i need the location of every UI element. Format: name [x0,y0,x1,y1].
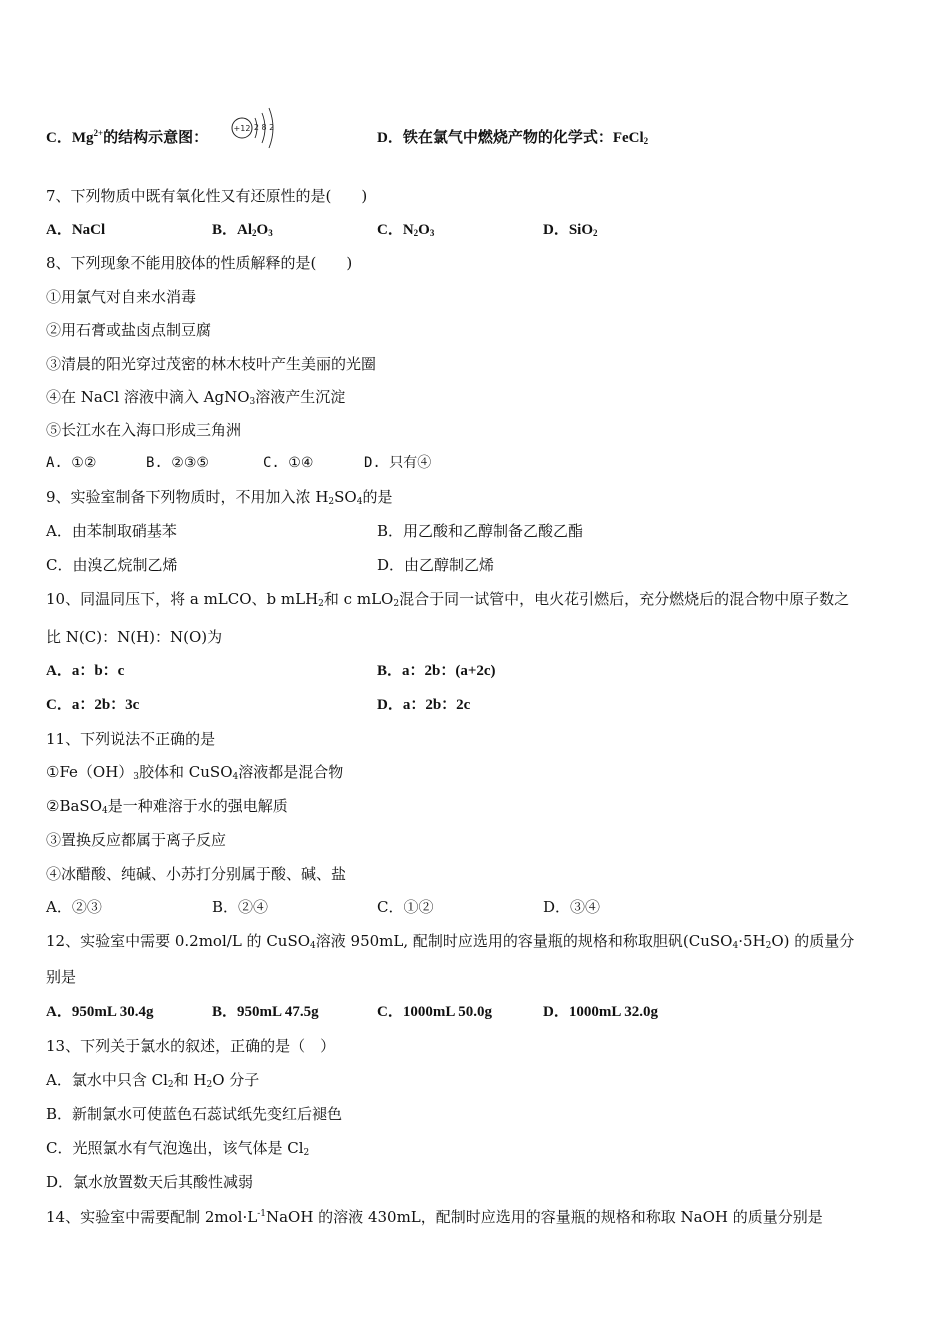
q12-option-b: B．950mL 47.5g [212,1004,319,1020]
q10-stem-line-1: 10、同温同压下，将 a mLCO、b mLH$_2$和 c mLO$_2$混合于同一试管中，电火花引燃后，充分燃烧后的混合物中原子数之 [46,590,850,609]
q11-item-4: ④冰醋酸、纯碱、小苏打分别属于酸、碱、盐 [46,865,347,883]
q12-stem-line-2: 别是 [46,968,77,986]
q6-option-d: D．铁在氯气中燃烧产物的化学式：FeCl$_2$ [377,130,649,146]
q8-option-d: D. 只有④ [364,455,432,471]
q7-option-d: D．SiO$_2$ [543,222,598,238]
q9-option-d: D．由乙醇制乙烯 [377,556,495,574]
q9-option-b: B．用乙酸和乙醇制备乙酸乙酯 [377,522,584,540]
q11-item-1: $①Fe(OH)_3$胶体和 CuSO$_4$溶液都是混合物 [46,763,344,782]
q8-item-3: ③清晨的阳光穿过茂密的林木枝叶产生美丽的光圈 [46,355,377,373]
q8-option-a: A. ①② [46,455,97,471]
q10-option-c: C．a：2b：3c [46,697,140,713]
q11-option-b: B．②④ [212,898,269,916]
q10-option-a: A．a：b：c [46,663,125,679]
q7-option-b: B．$Al_2O_3$ [212,222,273,238]
q9-option-c: C．由溴乙烷制乙烯 [46,556,178,574]
q11-option-c: C．①② [377,898,434,916]
q10-option-b: B．a：2b：(a+2c) [377,663,496,679]
q8-item-4: ④在 NaCl 溶液中滴入 AgNO$_3$溶液产生沉淀 [46,388,346,407]
q8-option-c: C. ①④ [263,455,314,471]
q13-option-c: C．光照氯水有气泡逸出，该气体是 $Cl_2$ [46,1139,310,1158]
q11-item-2: ②BaSO$_4$是一种难溶于水的强电解质 [46,797,288,816]
q12-option-a: A．950mL 30.4g [46,1004,154,1020]
q8-item-1: ①用氯气对自来水消毒 [46,288,197,306]
q14-stem: 14、实验室中需要配制 $2mol\cdot L^{-1}NaOH$ 的溶液 430mL，配制时应选用的容量瓶的规格和称取 NaOH 的质量分别是 [46,1208,823,1226]
q8-item-2: ②用石膏或盐卤点制豆腐 [46,321,212,339]
q12-stem-line-1: 12、实验室中需要 0.2mol/L 的 CuSO$_4$溶液 950mL, 配制时应选用的容量瓶的规格和称取胆矾$(CuSO_4\cdot 5H_2O)$ 的质量分 [46,932,855,951]
q11-option-a: A．②③ [46,898,102,916]
q13-stem: 13、下列关于氯水的叙述，正确的是（ ） [46,1037,336,1055]
q11-stem: 11、下列说法不正确的是 [46,730,216,748]
q10-option-d: D．a：2b：2c [377,697,471,713]
q6-option-c: C．$Mg^{2+}$的结构示意图： [46,128,209,146]
q10-stem-line-2: 比 N(C)：N(H)：N(O)为 [46,628,223,646]
q7-stem: 7、下列物质中既有氧化性又有还原性的是( ) [46,187,368,205]
q7-option-c: C．$N_2O_3$ [377,222,435,238]
q8-item-5: ⑤长江水在入海口形成三角洲 [46,421,242,439]
q7-option-a: A．NaCl [46,222,106,238]
q9-stem: 9、实验室制备下列物质时，不用加入浓 $H_2SO_4$的是 [46,488,393,507]
nucleus-charge: +12 [233,124,251,133]
q11-option-d: D．③④ [543,898,601,916]
mg-ion-structure-diagram [226,100,278,152]
q13-option-b: B．新制氯水可使蓝色石蕊试纸先变红后褪色 [46,1105,343,1123]
q12-option-c: C．1000mL 50.0g [377,1004,493,1020]
q9-option-a: A．由苯制取硝基苯 [46,522,177,540]
q12-option-d: D．1000mL 32.0g [543,1004,659,1020]
q13-option-d: D．氯水放置数天后其酸性减弱 [46,1173,254,1191]
q8-stem: 8、下列现象不能用胶体的性质解释的是( ) [46,254,353,272]
q8-option-b: B. ②③⑤ [146,455,209,471]
q11-item-3: ③置换反应都属于离子反应 [46,831,227,849]
electron-shells: 2 8 2 [253,123,275,132]
q13-option-a: A．氯水中只含 $Cl_2$和 $H_2O$ 分子 [46,1071,260,1090]
